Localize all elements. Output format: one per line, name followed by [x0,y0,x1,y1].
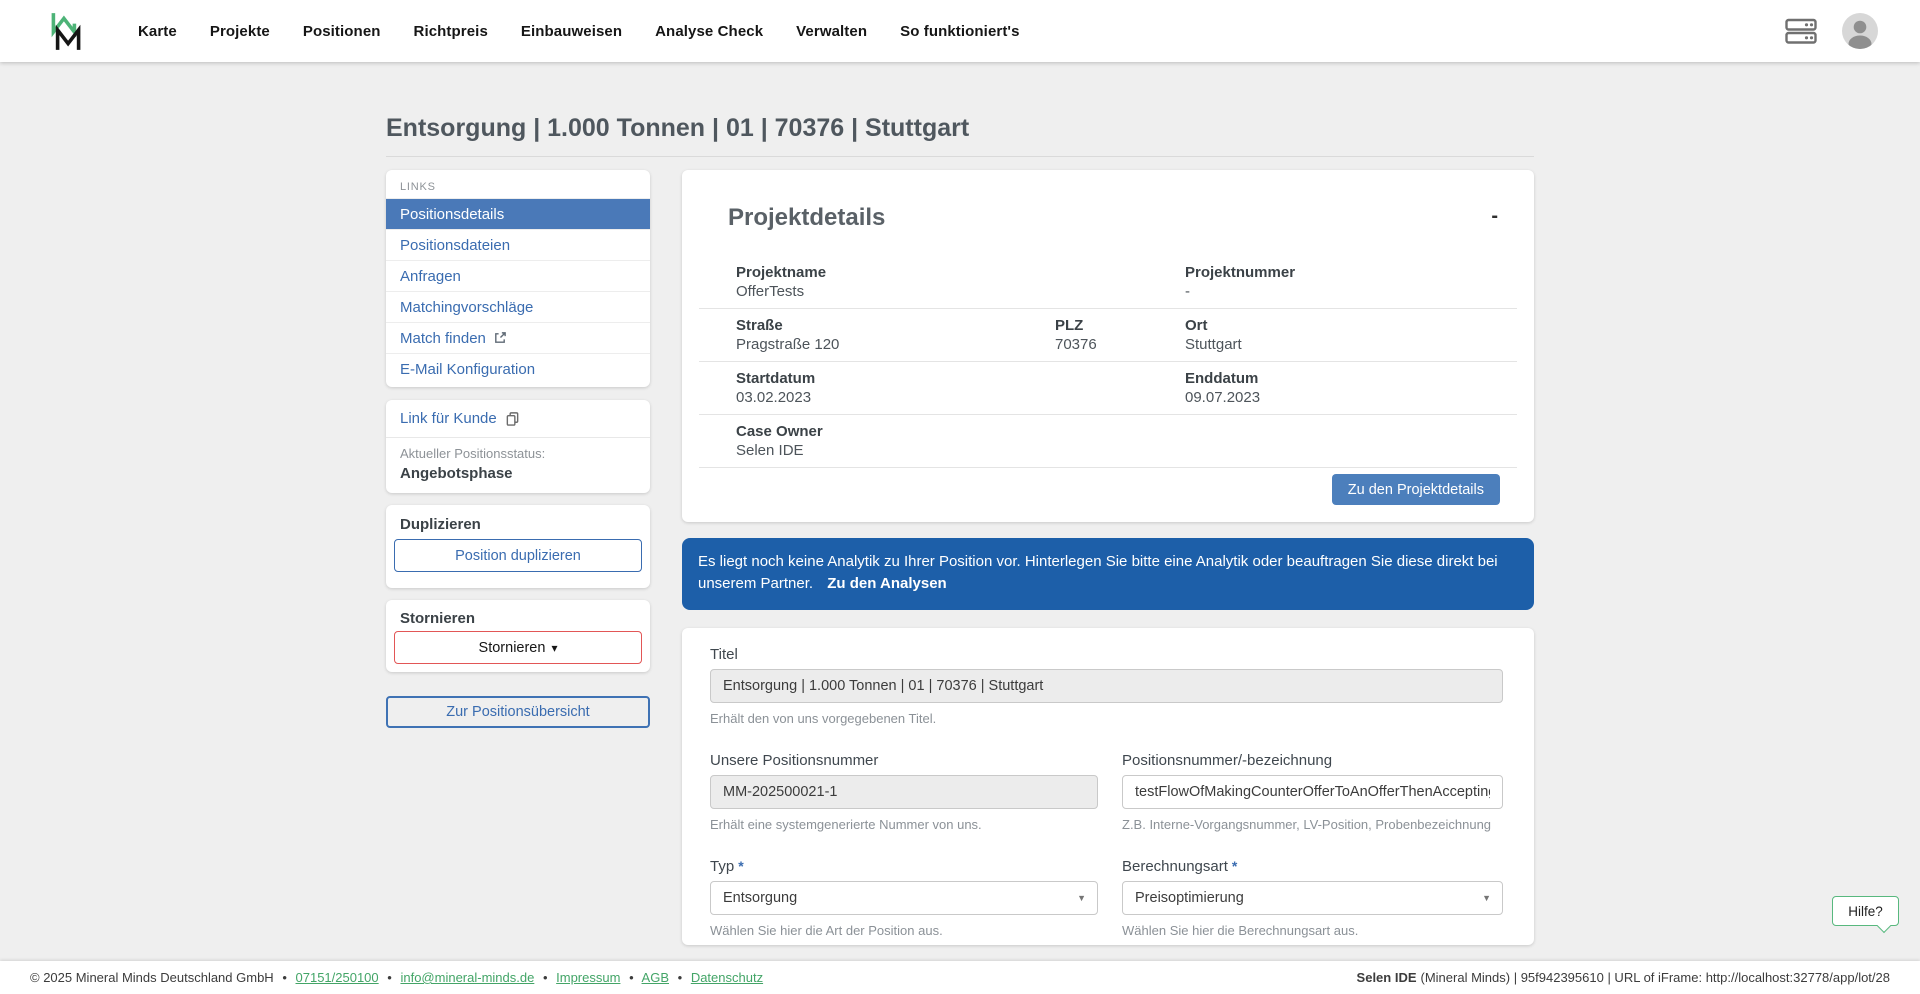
sidebar-links-header: LINKS [400,181,436,193]
sidebar-item-label: Matchingvorschläge [400,298,534,316]
customer-link[interactable] [386,400,650,437]
berechnungsart-label-text: Berechnungsart [1122,858,1228,875]
field-label: Case Owner [736,423,823,440]
type-row [710,858,1503,938]
footer-link-datenschutz[interactable]: Datenschutz [690,970,764,985]
project-row [682,309,1534,361]
customer-link-label: Link für Kunde [400,410,497,427]
footer-separator: • [282,970,287,985]
banner-text: Es liegt noch keine Analytik zu Ihrer Position vor. Hinterlegen Sie bitte eine Analytik oder beauftragen Sie diese direkt bei unserem Partner. [698,553,1498,592]
our-position-number-input [710,775,1098,809]
footer-left [30,970,763,985]
go-to-analyses-link[interactable]: Zu den Analysen [827,575,947,592]
project-details-title: Projektdetails [728,204,886,231]
footer-link-agb[interactable]: AGB [641,970,669,985]
nav-item-karte[interactable]: Karte [138,22,177,40]
help-bubble-tail [1877,919,1891,933]
footer-separator: • [629,970,634,985]
status-label: Aktueller Positionsstatus: [400,446,546,461]
cancel-header: Stornieren [400,610,476,627]
nav-item-projekte[interactable]: Projekte [209,22,270,40]
duplicate-card [386,505,650,588]
topbar-actions [1784,13,1878,49]
select-caret-icon: ▼ [1077,893,1086,903]
footer-link-email[interactable]: info@mineral-minds.de [400,970,535,985]
berechnungsart-helper-text: Wählen Sie hier die Berechnungsart aus. [1122,923,1359,938]
our-position-number-group [710,752,1098,832]
server-stack-icon[interactable] [1784,17,1818,45]
nav-item-verwalten[interactable]: Verwalten [796,22,868,40]
help-button-label: Hilfe? [1848,903,1883,919]
sidebar-item-positionsdetails[interactable] [386,198,650,229]
sidebar-item-match-finden[interactable] [386,322,650,353]
custom-position-number-helper-text: Z.B. Interne-Vorgangsnummer, LV-Position, Probenbezeichnung [1122,817,1492,832]
titel-group [710,646,1503,726]
berechnungsart-group [1122,858,1503,938]
field-label: Projektnummer [1185,264,1296,281]
field-label: Ort [1185,317,1208,334]
footer-separator: • [542,970,548,985]
project-row [682,256,1534,308]
custom-position-number-group [1122,752,1503,832]
open-in-new-icon [493,331,507,345]
divider [699,467,1517,468]
field-value: Pragstraße 120 [736,336,840,353]
typ-selected-value: Entsorgung [723,890,798,906]
project-row [682,362,1534,414]
typ-label [710,858,1098,875]
project-details-card [682,170,1534,522]
cancel-button[interactable] [394,631,642,664]
field-value: 03.02.2023 [736,389,812,406]
sidebar-links-card [386,170,650,387]
titel-input [710,669,1503,703]
sidebar-item-matchingvorschlaege[interactable] [386,291,650,322]
position-status [386,438,650,489]
footer-separator: • [387,970,392,985]
field-label: Startdatum [736,370,816,387]
project-fields [682,256,1534,468]
our-position-number-helper-text: Erhält eine systemgenerierte Nummer von uns. [710,817,982,832]
our-position-number-label: Unsere Positionsnummer [710,752,879,769]
project-row [682,415,1534,467]
field-case-owner [736,423,1500,459]
footer-user-name: Selen IDE [1356,970,1417,985]
field-label: Projektname [736,264,827,281]
field-plz [1055,317,1185,353]
page-title: Entsorgung | 1.000 Tonnen | 01 | 70376 | Stuttgart [386,114,970,142]
field-startdatum [736,370,1185,406]
top-navigation-bar [0,0,1920,62]
nav-item-einbauweisen[interactable]: Einbauweisen [520,22,623,40]
footer-link-impressum[interactable]: Impressum [556,970,621,985]
status-value: Angebotsphase [400,465,513,482]
duplicate-button-label: Position duplizieren [455,547,581,564]
sidebar-status-card [386,400,650,493]
field-value: Stuttgart [1185,336,1242,353]
berechnungsart-selected-value: Preisoptimierung [1135,890,1244,906]
cancel-card [386,600,650,672]
field-value: OfferTests [736,283,805,300]
sidebar-item-label: Anfragen [400,267,461,285]
position-form-card [682,628,1534,945]
go-to-project-details-button[interactable]: Zu den Projektdetails [1332,474,1500,505]
sidebar-item-positionsdateien[interactable] [386,229,650,260]
number-row [710,752,1503,832]
help-button[interactable] [1832,896,1899,926]
copy-icon[interactable] [505,411,520,426]
nav-item-positionen[interactable]: Positionen [302,22,381,40]
field-label: Enddatum [1185,370,1259,387]
sidebar-item-label: Positionsdateien [400,236,511,254]
field-projektname [736,264,1185,300]
footer [0,961,1920,994]
custom-position-number-input[interactable] [1122,775,1503,809]
sidebar-item-anfragen[interactable] [386,260,650,291]
position-overview-button[interactable] [386,696,650,728]
duplicate-position-button[interactable] [394,539,642,572]
sidebar-item-email-konfiguration[interactable] [386,353,650,384]
field-value: Selen IDE [736,442,804,459]
footer-link-phone[interactable]: 07151/250100 [295,970,379,985]
required-marker: * [738,858,744,874]
titel-label: Titel [710,646,738,663]
field-value: - [1185,283,1190,300]
field-label: Straße [736,317,783,334]
duplicate-header: Duplizieren [400,516,481,533]
nav-item-so-funktionierts[interactable]: So funktioniert's [900,22,1020,40]
footer-copyright: © 2025 Mineral Minds Deutschland GmbH [30,970,274,985]
field-value: 70376 [1055,336,1097,353]
required-marker: * [1231,858,1238,874]
typ-helper-text: Wählen Sie hier die Art der Position aus. [710,923,943,938]
analytics-info-banner [682,538,1534,610]
nav-item-analyse-check[interactable]: Analyse Check [655,22,764,40]
titel-helper-text: Erhält den von uns vorgegebenen Titel. [710,711,937,726]
nav-item-richtpreis[interactable]: Richtpreis [413,22,488,40]
mineral-minds-logo[interactable] [46,10,86,52]
field-label: PLZ [1055,317,1084,334]
sidebar-item-label: Match finden [400,329,486,347]
sidebar-item-label: E-Mail Konfiguration [400,360,536,378]
field-projektnummer [1185,264,1500,300]
field-enddatum [1185,370,1500,406]
main-navigation [138,23,1020,40]
field-value: 09.07.2023 [1185,389,1261,406]
select-caret-icon: ▼ [1482,893,1491,903]
logo-mm-monogram-icon [46,10,86,52]
berechnungsart-select[interactable] [1122,881,1503,915]
footer-session-text: (Mineral Minds) | 95f942395610 | URL of iFrame: http://localhost:32778/app/lot/28 [1420,970,1890,985]
overview-button-label: Zur Positionsübersicht [446,704,590,720]
footer-session-info [1357,970,1890,985]
berechnungsart-label [1122,858,1503,875]
field-ort [1185,317,1500,353]
user-avatar[interactable] [1842,13,1878,49]
footer-separator: • [677,970,683,985]
custom-position-number-label: Positionsnummer/-bezeichnung [1122,752,1333,769]
typ-group [710,858,1098,938]
collapse-icon[interactable]: - [1491,205,1498,227]
sidebar-item-label: Positionsdetails [400,205,505,223]
title-divider [386,156,1534,157]
typ-label-text: Typ [710,858,735,875]
field-strasse [736,317,1055,353]
chevron-down-icon: ▾ [551,640,558,655]
cancel-button-label: Stornieren [478,639,546,656]
typ-select[interactable] [710,881,1098,915]
